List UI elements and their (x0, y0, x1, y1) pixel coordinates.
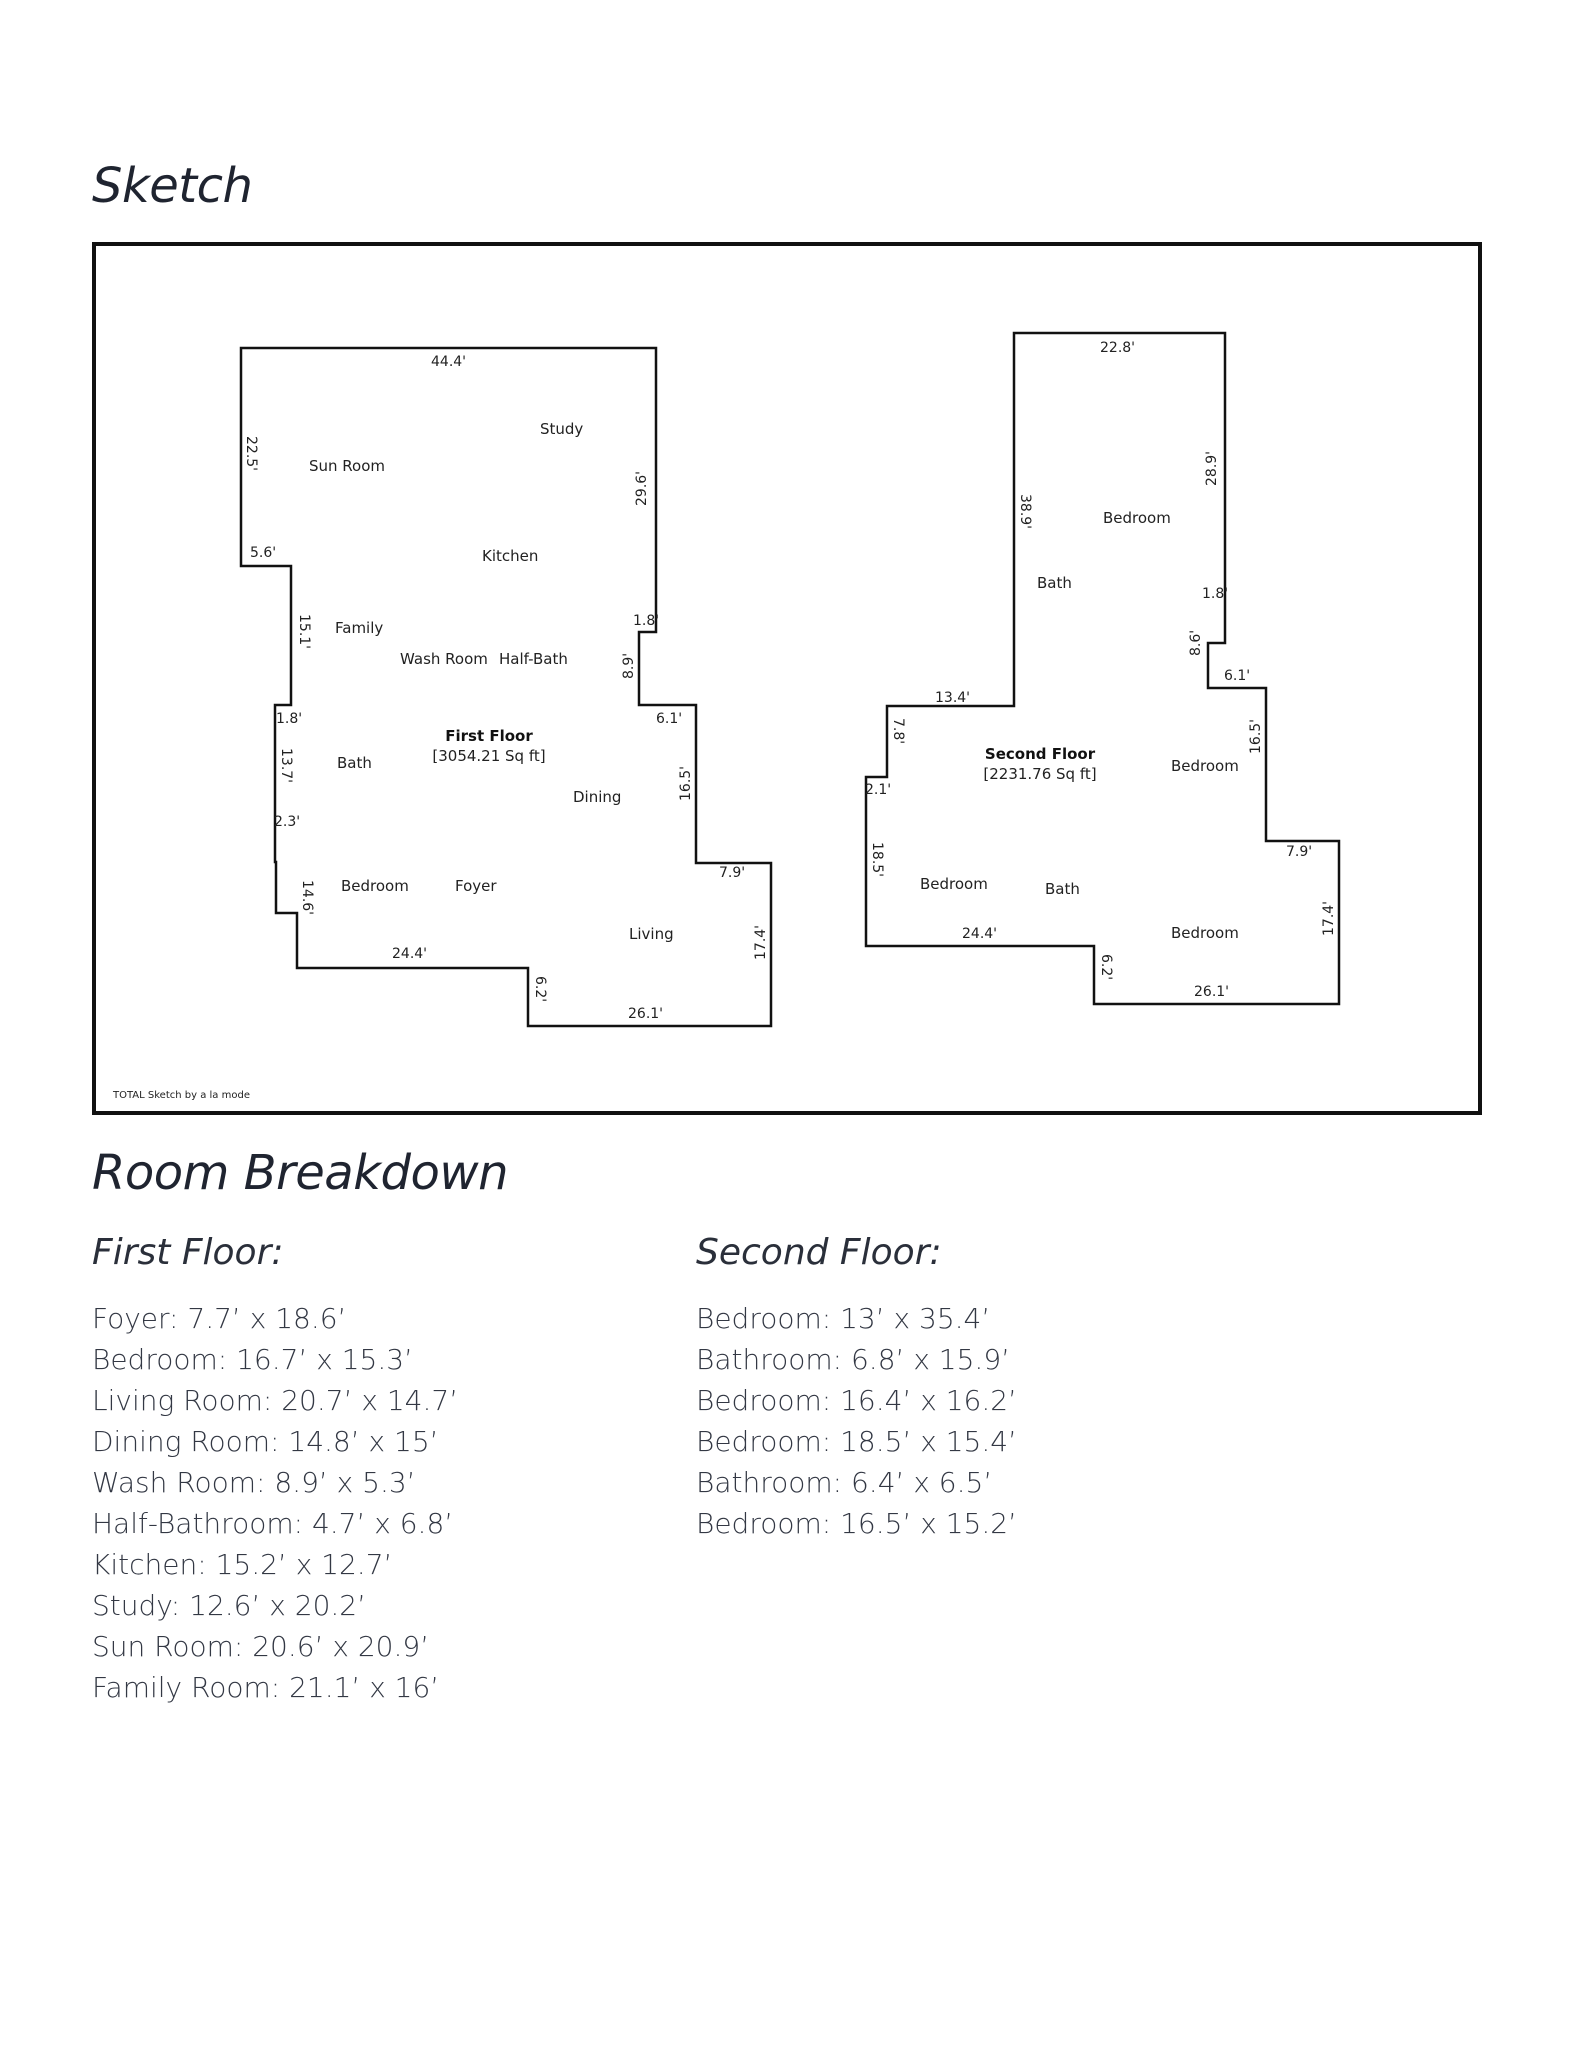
sf-dim-right-step2: 7.9' (1286, 844, 1313, 860)
sf-dim-right-lower: 16.5' (1248, 718, 1264, 754)
list-item: Bathroom: 6.8’ x 15.9’ (696, 1343, 1011, 1376)
list-item: Bedroom: 13’ x 35.4’ (696, 1302, 991, 1335)
ff-dim-left-upper: 22.5' (243, 436, 259, 472)
ff-room-bedroom: Bedroom (341, 877, 409, 895)
sf-dim-bottom-left: 24.4' (962, 926, 998, 942)
first-floor-room-list (92, 1298, 458, 1708)
sf-dim-left-lower: 18.5' (869, 842, 885, 878)
list-item: Family Room: 21.1’ x 16’ (92, 1671, 440, 1704)
sketch-credit: TOTAL Sketch by a la mode (113, 1090, 250, 1101)
list-item: Half-Bathroom: 4.7’ x 6.8’ (92, 1507, 454, 1540)
list-item: Bedroom: 16.4’ x 16.2’ (696, 1384, 1017, 1417)
sf-dim-bottom-notch: 6.2' (1098, 954, 1114, 981)
second-floor-title: Second Floor (984, 745, 1096, 763)
ff-dim-right-notch: 1.8' (633, 613, 660, 629)
ff-dim-step-left: 5.6' (250, 545, 277, 561)
list-item: Bedroom: 16.5’ x 15.2’ (696, 1507, 1017, 1540)
ff-dim-right-bottom: 17.4' (753, 924, 769, 960)
list-item: Bedroom: 16.7’ x 15.3’ (92, 1343, 413, 1376)
ff-dim-left-notch: 1.8' (276, 711, 303, 727)
first-floor-heading: First Floor: (92, 1232, 284, 1273)
sf-room-bedroom-3: Bedroom (920, 875, 988, 893)
sf-room-bedroom-1: Bedroom (1103, 509, 1171, 527)
second-floor-outline (866, 333, 1339, 1004)
list-item: Study: 12.6’ x 20.2’ (92, 1589, 366, 1622)
ff-room-wash-room: Wash Room (400, 650, 488, 668)
ff-dim-left-bottom: 14.6' (299, 880, 315, 916)
sf-dim-right-upper: 28.9' (1204, 450, 1220, 486)
ff-dim-bottom-right: 26.1' (628, 1006, 664, 1022)
second-floor-heading: Second Floor: (696, 1232, 942, 1273)
ff-dim-left-mid: 15.1' (296, 614, 312, 650)
sf-dim-left-mid: 7.8' (890, 718, 906, 745)
ff-room-sun-room: Sun Room (309, 457, 386, 475)
ff-dim-right-lower: 16.5' (678, 765, 694, 801)
ff-dim-bottom-notch: 6.2' (532, 976, 548, 1003)
sf-dim-right-bottom: 17.4' (1321, 900, 1337, 936)
ff-room-study: Study (540, 420, 584, 438)
first-floor-outline (241, 348, 771, 1026)
ff-room-foyer: Foyer (455, 877, 497, 895)
sf-room-bedroom-2: Bedroom (1171, 757, 1239, 775)
ff-dim-right-step2: 7.9' (719, 865, 746, 881)
sf-dim-top: 22.8' (1100, 340, 1136, 356)
sf-dim-right-mid: 8.6' (1188, 629, 1204, 656)
ff-room-half-bath: Half-Bath (499, 650, 568, 668)
ff-room-living: Living (629, 925, 674, 943)
first-floor-title: First Floor (445, 727, 533, 745)
sf-room-bath-2: Bath (1045, 880, 1080, 898)
second-floor-area: [2231.76 Sq ft] (983, 765, 1097, 783)
ff-dim-top: 44.4' (431, 354, 467, 370)
ff-room-kitchen: Kitchen (482, 547, 539, 565)
ff-dim-right-mid: 8.9' (621, 652, 637, 679)
ff-dim-bottom-left: 24.4' (392, 946, 428, 962)
list-item: Wash Room: 8.9’ x 5.3’ (92, 1466, 416, 1499)
ff-room-dining: Dining (573, 788, 622, 806)
list-item: Foyer: 7.7’ x 18.6’ (92, 1302, 347, 1335)
sf-room-bath-1: Bath (1037, 574, 1072, 592)
second-floor-room-list (696, 1298, 1017, 1544)
sketch-heading: Sketch (92, 158, 253, 214)
sf-dim-left-upper: 38.9' (1017, 494, 1033, 530)
list-item: Dining Room: 14.8’ x 15’ (92, 1425, 439, 1458)
list-item: Sun Room: 20.6’ x 20.9’ (92, 1630, 430, 1663)
list-item: Bathroom: 6.4’ x 6.5’ (696, 1466, 993, 1499)
floor-plan-sketch (96, 246, 1478, 1111)
ff-room-family: Family (335, 619, 384, 637)
ff-dim-left-step2: 2.3' (274, 814, 301, 830)
first-floor-area: [3054.21 Sq ft] (432, 747, 546, 765)
list-item: Living Room: 20.7’ x 14.7’ (92, 1384, 459, 1417)
list-item: Bedroom: 18.5’ x 15.4’ (696, 1425, 1017, 1458)
list-item: Kitchen: 15.2’ x 12.7’ (92, 1548, 393, 1581)
ff-dim-right-upper: 29.6' (634, 470, 650, 506)
room-breakdown-heading: Room Breakdown (92, 1145, 509, 1201)
sf-dim-left-notch: 2.1' (865, 782, 892, 798)
ff-dim-right-step: 6.1' (656, 711, 683, 727)
sf-dim-bottom-right: 26.1' (1194, 984, 1230, 1000)
sf-dim-right-notch: 1.8' (1202, 586, 1229, 602)
ff-room-bath: Bath (337, 754, 372, 772)
ff-dim-left-lower: 13.7' (278, 748, 294, 784)
sf-room-bedroom-4: Bedroom (1171, 924, 1239, 942)
sketch-frame (92, 242, 1482, 1115)
sf-dim-step-inner: 13.4' (935, 690, 971, 706)
sf-dim-right-step: 6.1' (1224, 668, 1251, 684)
